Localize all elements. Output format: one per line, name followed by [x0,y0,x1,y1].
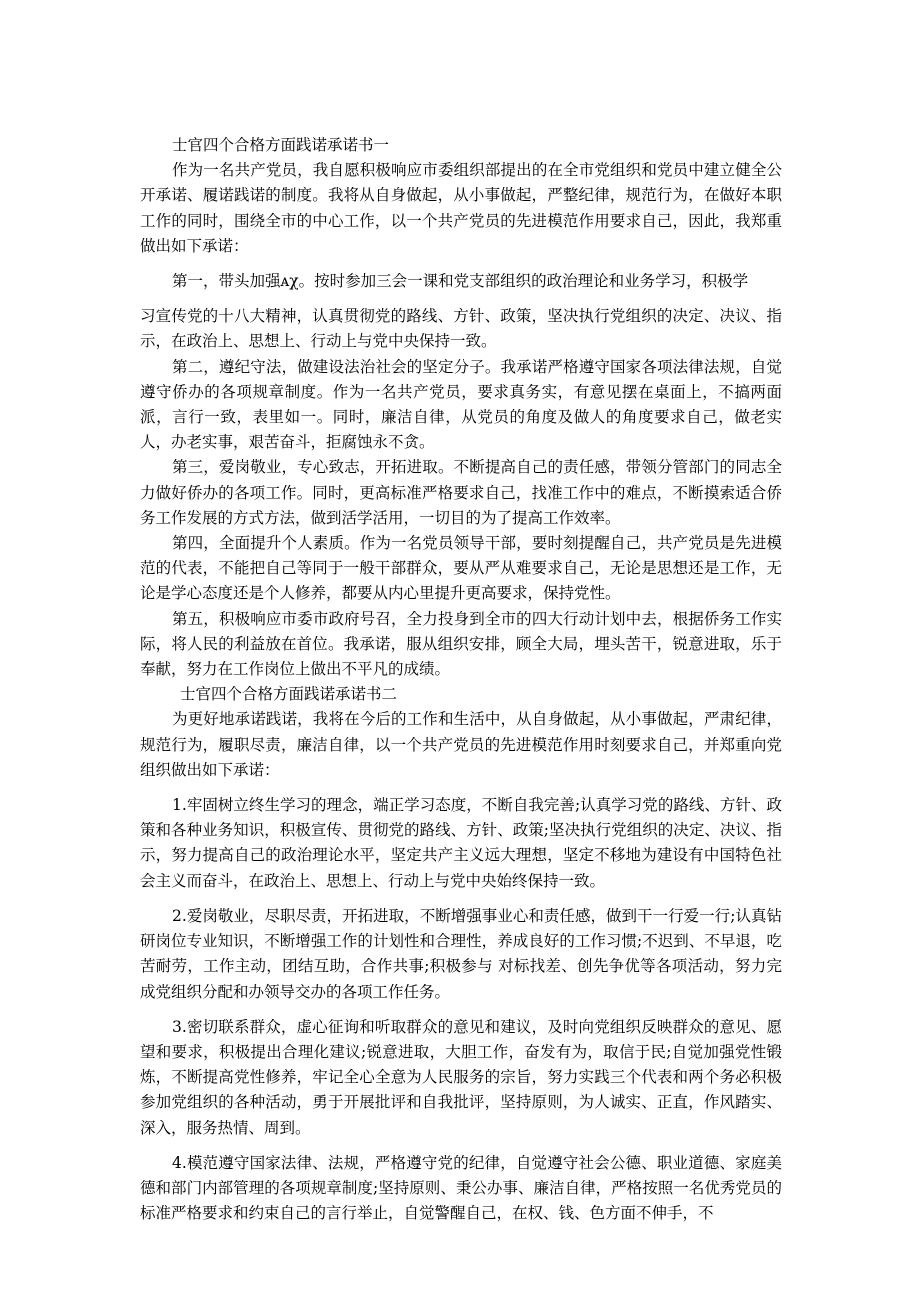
intro-paragraph-2: 为更好地承诺践诺，我将在今后的工作和生活中，从自身做起，从小事做起，严肃纪律，规范行为，履职尽责，廉洁自律，以一个共产党员的先进模范作用时刻要求自己，并郑重向党组织做出如下承诺： [140,710,782,779]
commitment-paragraph-2: 第二，遵纪守法，做建设法治社会的坚定分子。我承诺严格遵守国家各项法律法规，自觉遵守侨办的各项规章制度。作为一名共产党员，要求真务实，有意见摆在桌面上，不搞两面派，言行一致，表里如一。同时，廉洁自律，从党员的角度及做人的角度要求自己，做老实人，办老实事，艰苦奋斗，拒腐蚀永不贪。 [140,357,782,452]
commitment-paragraph-1 [140,269,782,355]
commitment-paragraph-4: 第四，全面提升个人素质。作为一名党员领导干部，要时刻提醒自己，共产党员是先进模范的代表，不能把自己等同于一般干部群众，要从严从难要求自己，无论是思想还是工作，无论是学心态度还是个人修养，都要从内心里提升更高要求，保持党性。 [140,534,782,603]
commitment-paragraph-1-tail: 习宣传党的十八大精神，认真贯彻党的路线、方针、政策，坚决执行党组织的决定、决议、指示，在政治上、思想上、行动上与党中央保持一致。 [140,307,782,351]
numbered-item-2: 2.爱岗敬业，尽职尽责，开拓进取，不断增强事业心和责任感，做到干一行爱一行;认真钻研岗位专业知识，不断增强工作的计划性和合理性，养成良好的工作习惯;不迟到、不早退，吃苦耐劳，工作主动，团结互助，合作共事;积极参与 对标找差、创先争优等各项活动，努力完成党组织分配和办领导交办的各项工作任务。 [140,906,782,1001]
document-title-2: 士官四个合格方面践诺承诺书二 [180,685,398,704]
document-page [140,133,782,1226]
numbered-item-4: 4.模范遵守国家法律、法规，严格遵守党的纪律，自觉遵守社会公德、职业道德、家庭美德和部门内部管理的各项规章制度;坚持原则、秉公办事、廉洁自律，严格按照一名优秀党员的标准严格要求和约束自己的言行举止，自觉警醒自己，在权、钱、色方面不伸手，不 [140,1153,782,1223]
intro-paragraph-1: 作为一名共产党员，我自愿积极响应市委组织部提出的在全市党组织和党员中建立健全公开承诺、履诺践诺的制度。我将从自身做起，从小事做起，严整纪律，规范行为，在做好本职工作的同时，围绕全市的中心工作，以一个共产党员的先进模范作用要求自己，因此，我郑重做出如下承诺： [140,161,782,255]
document-title-1: 士官四个合格方面践诺承诺书一 [172,136,390,154]
commitment-paragraph-3: 第三，爱岗敬业，专心致志，开拓进取。不断提高自己的责任感，带领分管部门的同志全力做好侨办的各项工作。同时，更高标准严格要求自己，找准工作中的难点，不断摸索适合侨务工作发展的方式方法，做到活学活用，一切目的为了提高工作效率。 [140,458,782,527]
commitment-paragraph-5: 第五，积极响应市委市政府号召，全力投身到全市的四大行动计划中去，根据侨务工作实际，将人民的利益放在首位。我承诺，服从组织安排，顾全大局，埋头苦干，锐意进取，乐于奉献，努力在工作岗位上做出不平凡的成绩。 [140,609,782,679]
numbered-item-3: 3.密切联系群众，虚心征询和听取群众的意见和建议，及时向党组织反映群众的意见、愿望和要求，积极提出合理化建议;锐意进取，大胆工作，奋发有为，取信于民;自觉加强党性锻炼，不断提高党性修养，牢记全心全意为人民服务的宗旨，努力实践三个代表和两个务必积极参加党组织的各种活动，勇于开展批评和自我批评，坚持原则，为人诚实、正直，作风踏实、深入，服务热情、周到。 [140,1017,782,1137]
numbered-item-1: 1.牢固树立终生学习的理念，端正学习态度，不断自我完善;认真学习党的路线、方针、政策和各种业务知识，积极宣传、贯彻党的路线、方针、政策;坚决执行党组织的决定、决议、指示，努力提高自己的政治理论水平，坚定共产主义远大理想，坚定不移地为建设有中国特色社会主义而奋斗，在政治上、思想上、行动上与党中央始终保持一致。 [140,796,782,890]
commitment-paragraph-1-head: 第一，带头加强ᴀχ。按时参加三会一课和党支部组织的政治理论和业务学习，积极学 [172,272,749,291]
